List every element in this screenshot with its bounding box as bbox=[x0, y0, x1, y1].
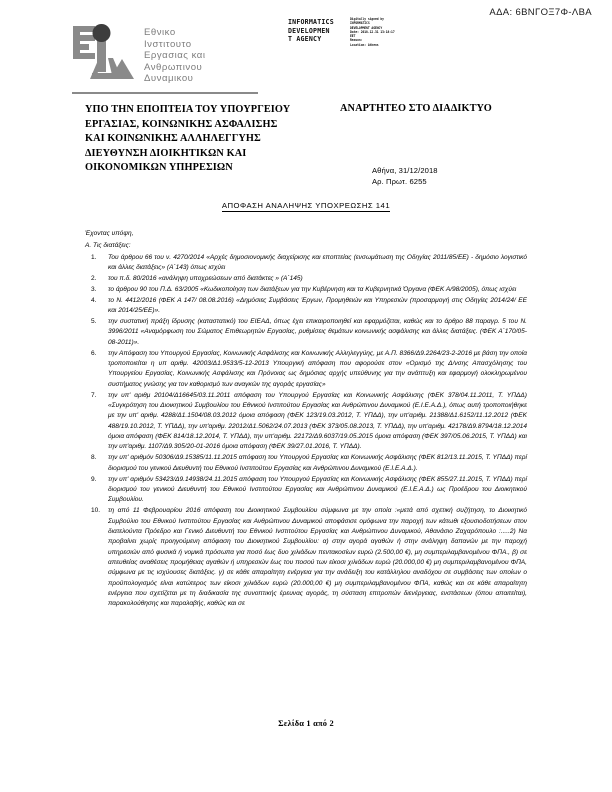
list-item-text: την υπ' αριθμ 20104/Δ16645/03.11.2011 απόφαση του Υπουργού Εργασίας και Κοινωνικής Ασφάλισης (ΦΕΚ 378/04.11.2011, Τ. ΥΠΔΔ) «Συγκρότηση του Διοικητικού Συμβουλίου του Εθνικού Ινστιτούτου Εργασίας και Ανθρώπινου Δυναμικού (Ε.Ι.Ε.Α.Δ.), όπως αυτή τροποποιήθηκε με την υπ' αριθμ. 4288/Δ1.1504/08.03.2012 όμοια απόφαση (ΦΕΚ 123/19.03.2012, Τ. ΥΠΔΔ), την υπ'αριθμ. 21388/Δ1.6152/11.12.2012 (ΦΕΚ 488/19.10.2012, Τ. ΥΠΔΔ), την υπ'αριθμ. 22012/Δ1.5062/24.07.2013 (ΦΕΚ 373/05.08.2013, Τ. ΥΠΔΔ), την υπ'αριθμ. 42178/Δ9.8794/18.12.2014 όμοια απόφαση (ΦΕΚ 814/18.12.2014, Τ. ΥΠΔΔ), την υπ'αριθμ. 22172/Δ9.6037/19.05.2015 όμοια απόφαση (ΦΕΚ 397/05.06.2015, Τ. ΥΠΔΔ) και την υπ'αριθμ. 1107/Δ9.305/20-01-2016 όμοια απόφαση (ΦΕΚ 39/27.01.2016, Τ. ΥΠΔΔ). bbox=[108, 391, 527, 451]
ministry-line-4: ΔΙΕΥΘΥΝΣΗ ΔΙΟΙΚΗΤΙΚΩΝ ΚΑΙ bbox=[85, 147, 247, 159]
page-title bbox=[0, 201, 612, 210]
ministry-line-5: ΟΙΚΟΝΟΜΙΚΩΝ ΥΠΗΡΕΣΙΩΝ bbox=[85, 162, 233, 174]
list-item-number: 1. bbox=[91, 253, 97, 261]
decision-title-text: ΑΠΟΦΑΣΗ ΑΝΑΛΗΨΗΣ ΥΠΟΧΡΕΩΣΗΣ 141 bbox=[221, 201, 391, 210]
signature-detail-line-1: Digitally signed by bbox=[350, 17, 384, 21]
logo-line-2: Ινστιτουτο bbox=[144, 38, 192, 50]
list-item bbox=[85, 253, 527, 274]
list-item-text: την Απόφαση του Υπουργού Εργασίας, Κοινωνικής Ασφάλισης και Κοινωνικής Αλληλεγγύης, με Α.Π. 8366/Δ9.2264/23-2-2016 με βάση την οποία τροποποιείται η υπ αριθμ. 42003/Δ1.9533/5-12-2013 Υπουργική απόφαση που αφορούσε στον «Ορισμό της Δ/νσης Απασχόλησης του Υπουργείου Εργασίας, Κοινωνικής Ασφάλισης και Πρόνοιας ως δημόσιας αρχής υπεύθυνης για την ανάπτυξη και εφαρμογή ολοκληρωμένου συστήματος γνώσης για τον καθορισμό των αναγκών της αγοράς εργασίας» bbox=[108, 349, 527, 388]
logo-underline bbox=[72, 92, 258, 94]
list-item-number: 9. bbox=[91, 475, 97, 483]
signature-title-line-3: T AGENCY bbox=[288, 35, 322, 44]
document-body bbox=[85, 229, 527, 610]
ministry-line-2: ΕΡΓΑΣΙΑΣ, ΚΟΙΝΩΝΙΚΗΣ ΑΣΦΑΛΙΣΗΣ bbox=[85, 118, 278, 130]
list-item-text: την υπ' αριθμόν 50306/Δ9.15385/11.11.2015 απόφαση του Υπουργού Εργασίας και Κοινωνικής Ασφάλισης (ΦΕΚ 812/13.11.2015, Τ. ΥΠΔΔ) περί διορισμού του γενικού Διευθυντή του Εθνικού Ινστιτούτου Εργασίας και Ανθρώπινου Δυναμικού (Ε.Ι.Ε.Α.Δ.). bbox=[108, 454, 527, 472]
page-footer: Σελίδα 1 από 2 bbox=[278, 719, 334, 728]
list-item-number: 5. bbox=[91, 318, 97, 326]
ada-reference-label: ΑΔΑ: 6ΒΝΓΟΞ7Φ-ΛΒΑ bbox=[489, 7, 592, 18]
list-item bbox=[85, 453, 527, 474]
organisation-name bbox=[144, 27, 205, 85]
list-item-number: 6. bbox=[91, 349, 97, 357]
list-item bbox=[85, 274, 527, 284]
list-item-text: την συστατική πράξη ίδρυσης (καταστατικό) του ΕΙΕΑΔ, όπως έχει επικαιροποιηθεί και εφαρμόζεται, καθώς και το άρθρο 88 παραγρ. 5 του Ν. 3996/2011 «Αναμόρφωση του Σώματος Επιθεωρητών Εργασίας, ρυθμίσεις θεμάτων κοινωνικής ασφάλισης και άλλες διατάξεις. (ΦΕΚ Α΄170/05-08-2011)». bbox=[108, 318, 527, 346]
signature-title-line-2: DEVELOPMEN bbox=[288, 26, 330, 35]
list-item-number: 8. bbox=[91, 454, 97, 462]
list-item-text: το άρθρου 90 του Π.Δ. 63/2005 «Κωδικοποίηση των διατάξεων για την Κυβέρνηση και τα Κυβερνητικά Όργανα (ΦΕΚ Α/98/2005), όπως ισχύει bbox=[108, 285, 517, 293]
list-item-number: 3. bbox=[91, 285, 97, 293]
signature-detail-line-6: Reason: bbox=[350, 38, 363, 43]
signature-title-line-1: INFORMATICS bbox=[288, 18, 334, 26]
list-item-text: του π.δ. 80/2016 «ανάληψη υποχρεώσεων από διατάκτες » (Α΄145) bbox=[108, 274, 303, 282]
list-item-number: 2. bbox=[91, 274, 97, 282]
organisation-logo bbox=[70, 22, 300, 94]
list-item-number: 10. bbox=[91, 507, 101, 515]
logo-line-5: Δυναμικου bbox=[144, 73, 194, 85]
signature-details bbox=[350, 17, 406, 47]
ministry-line-3: ΚΑΙ ΚΟΙΝΩΝΙΚΗΣ ΑΛΛΗΛΕΓΓΥΗΣ bbox=[85, 133, 261, 145]
signature-detail-line-2: INFORMATICS bbox=[350, 21, 370, 26]
ministry-header bbox=[85, 103, 335, 176]
list-item bbox=[85, 475, 527, 506]
digital-signature-stamp bbox=[288, 17, 406, 51]
signature-detail-line-3: DEVELOPMENT AGENCY bbox=[350, 25, 383, 30]
place-and-date: Αθήνα, 31/12/2018 bbox=[372, 166, 438, 175]
protocol-number: Αρ. Πρωτ. 6255 bbox=[372, 177, 427, 187]
signature-detail-line-5: EET bbox=[350, 34, 356, 38]
eiead-logo-icon bbox=[70, 22, 138, 90]
logo-line-3: Εργασιας και bbox=[144, 50, 206, 62]
list-item-number: 4. bbox=[91, 296, 97, 304]
signature-detail-line-4: Date: 2018.12.31 13:18:17 bbox=[350, 29, 395, 34]
logo-line-4: Ανθρωπινου bbox=[144, 61, 203, 73]
publication-notice: ΑΝΑΡΤΗΤΕΟ ΣΤΟ ΔΙΑΔΙΚΤΥΟ bbox=[340, 103, 492, 114]
list-item-text: την υπ' αριθμόν 53423/Δ9.14938/24.11.2015 απόφαση του Υπουργού Εργασίας και Κοινωνικής Ασφάλισης (ΦΕΚ 855/27.11.2015, Τ. ΥΠΔΔ) περί διορισμού του γενικού Διευθυντή του Εθνικού Ινστιτούτου Εργασίας και Ανθρώπινου Δυναμικού (Ε.Ι.Ε.Α.Δ.) ως Προέδρου του Διοικητικού Συμβουλίου. bbox=[108, 475, 527, 504]
list-item-text: το Ν. 4412/2016 (ΦΕΚ Α 147/ 08.08.2016) «Δημόσιες Συμβάσεις Έργων, Προμηθειών και Υπηρεσιών (προσαρμογή στις Οδηγίες 2014/24/ ΕΕ και 2014/25/ΕΕ)». bbox=[108, 296, 527, 315]
list-item-text: Του άρθρου 66 του ν. 4270/2014 «Αρχές δημοσιονομικής διαχείρισης και εποπτείας (ενσωμάτωση της Οδηγίας 2011/85/ΕΕ) - δημόσιο λογιστικό και άλλες διατάξεις» (Α΄143) όπως ισχύει bbox=[108, 253, 527, 272]
list-item-text: τη από 11 Φεβρουαρίου 2016 απόφαση του Διοικητικού Συμβουλίου σύμφωνα με την οποία :«μετά από σχετική συζήτηση, το Διοικητικό Συμβούλιο του Εθνικού Ινστιτούτου Εργασίας και Ανθρώπινου Δυναμικού αποφάσισε ομόφωνα την παροχή των κάτωθι εξουσιοδοτήσεων στον διατελούντα Πρόεδρο και Γενικό Διευθυντή του Εθνικού Ινστιτούτου Εργασίας και Ανθρώπινου Δυναμικού, Αθανάσιο Ζαχαρόπουλο :.....2) Να προβαίνει χωρίς προηγούμενη απόφαση του Διοικητικού Συμβουλίου: α) στην αγορά αγαθών ή στην ανάληψη δαπανών με την παροχή υπηρεσιών από φυσικά ή νομικά πρόσωπα για ποσό έως δυο χιλιάδων πεντακοσίων ευρώ (2.500,00 €), μη συμπεριλαμβανομένου ΦΠΑ., β) σε απευθείας αναθέσεις προμήθειας αγαθών ή υπηρεσιών έως του ποσού των είκοσι χιλιάδων ευρώ (20.000,00 €) μη συμπεριλαμβανομένου ΦΠΑ, σύμφωνα με τις ισχύουσες διατάξεις. γ) σε κάθε απαραίτητη ενέργεια για την ανάδειξη του κατάλληλου αναδόχου σε συμβάσεις των οποίων ο προϋπολογισμός είναι κατώτερος των είκοσι χιλιάδων ευρώ (20.000,00 €) μη συμπεριλαμβανομένου ΦΠΑ, καθώς και σε κάθε απαραίτητη ενέργεια που σχετίζεται με τη διαδικασία της συνοπτικής έρευνας αγοράς, τη σύσταση επιτροπών διενέργειας, ενστάσεων (όπου απαιτείται), παρακολούθησης και παραλαβής, καθώς και σε bbox=[108, 507, 527, 608]
list-item bbox=[85, 349, 527, 390]
legal-basis-list bbox=[85, 253, 527, 610]
signature-detail-line-7: Location: Athens bbox=[350, 42, 379, 47]
body-lead: Έχοντας υπόψη, bbox=[85, 230, 134, 237]
logo-line-1: Εθνικο bbox=[144, 27, 176, 38]
list-item bbox=[85, 317, 527, 348]
ministry-line-1: ΥΠΟ ΤΗΝ ΕΠΟΠΤΕΙΑ ΤΟΥ ΥΠΟΥΡΓΕΙΟΥ bbox=[85, 104, 291, 115]
protocol-block bbox=[372, 165, 438, 188]
signature-authority-name bbox=[288, 18, 350, 44]
list-item-number: 7. bbox=[91, 391, 97, 399]
list-item bbox=[85, 506, 527, 609]
list-item bbox=[85, 391, 527, 453]
section-a-label: Α. Τις διατάξεις: bbox=[85, 241, 131, 249]
list-item bbox=[85, 285, 527, 295]
list-item bbox=[85, 296, 527, 317]
